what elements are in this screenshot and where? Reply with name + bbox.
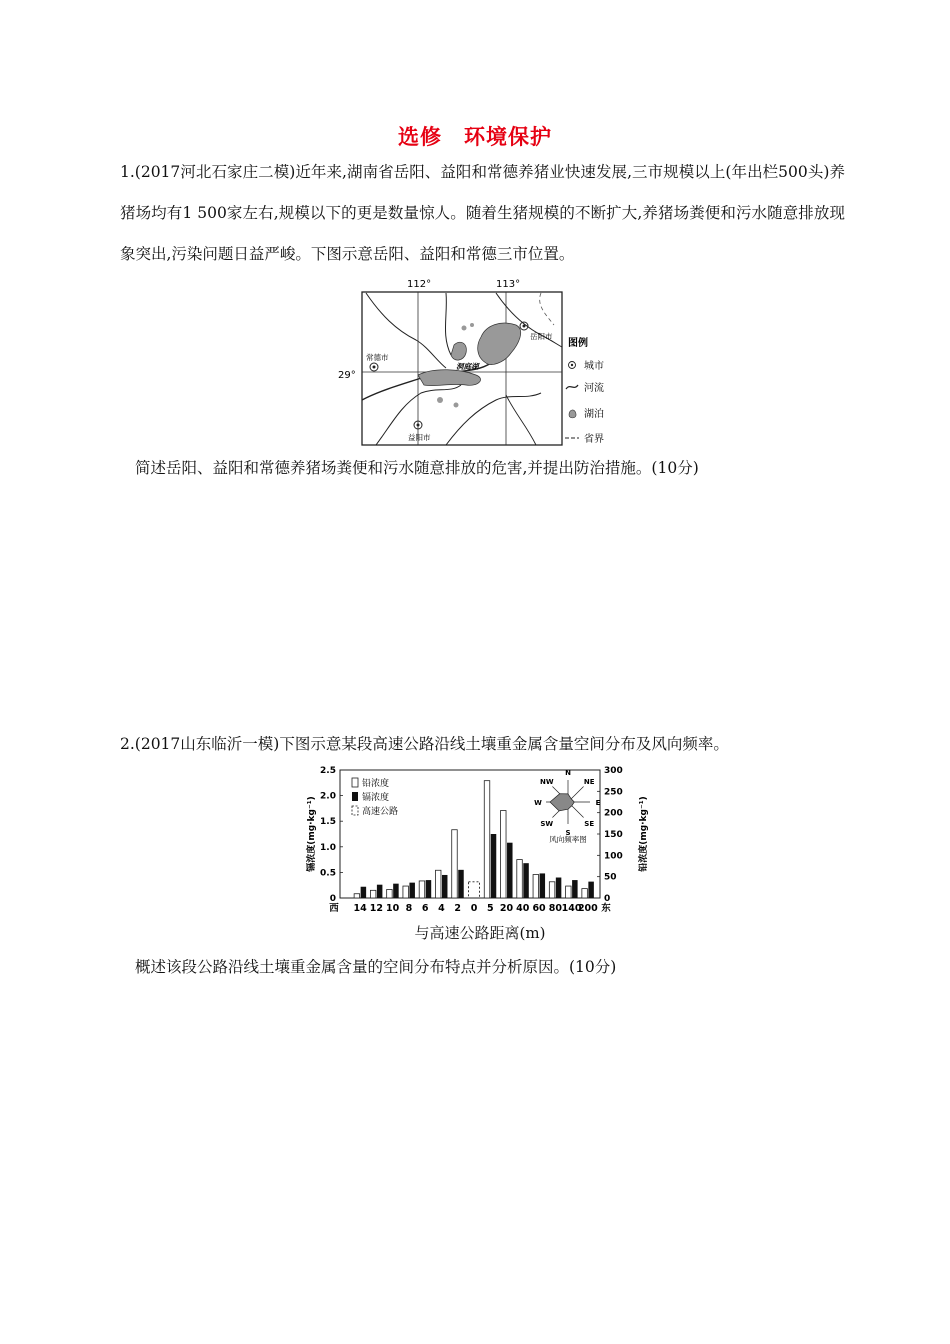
y-right-axis-label: 铅浓度(mg·kg⁻¹) <box>639 796 649 872</box>
chart-x-caption: 与高速公路距离(m) <box>414 924 546 942</box>
bar-cadmium <box>523 863 529 898</box>
question-1-text: 1.(2017河北石家庄二模)近年来,湖南省岳阳、益阳和常德养猪业快速发展,三市规模以上(年出栏500头)养猪场均有1 500家左右,规模以下的更是数量惊人。随着生猪规模的不断扩大,养猪场粪便和污水随意排放现象突出,污染问题日益严峻。下图示意岳阳、益阳和常德三市位置。 <box>120 163 845 263</box>
bar-cadmium <box>426 880 432 898</box>
y-left-axis-label: 镉浓度(mg·kg⁻¹) <box>307 796 317 872</box>
x-tick-label: 2 <box>454 903 462 914</box>
map-figure <box>336 275 626 450</box>
bar-lead <box>435 870 441 898</box>
wind-rose-dir-label: W <box>534 799 542 807</box>
x-tick-label: 60 <box>532 903 546 914</box>
y-left-tick-label: 1.0 <box>320 842 336 853</box>
y-left-tick-label: 2.0 <box>320 791 336 802</box>
map-lon-112: 112° <box>407 279 432 290</box>
x-tick-label: 0 <box>470 903 478 914</box>
bar-lead <box>549 882 555 898</box>
bar-cadmium <box>442 875 448 898</box>
x-end-east: 东 <box>601 903 611 914</box>
question-1-task: 简述岳阳、益阳和常德养猪场粪便和污水随意排放的危害,并提出防治措施。(10分) <box>135 459 699 477</box>
y-right-tick-label: 200 <box>604 808 623 819</box>
map-city-yueyang: 岳阳市 <box>530 332 553 341</box>
legend-highway-label: 高速公路 <box>362 807 399 817</box>
legend-cadmium-label: 镉浓度 <box>362 793 390 803</box>
map-legend-lake: 湖泊 <box>584 409 604 420</box>
bar-lead <box>501 811 507 898</box>
wind-rose-dir-label: S <box>565 829 571 837</box>
map-city-changde: 常德市 <box>366 353 389 362</box>
legend-lead-label: 铅浓度 <box>362 779 390 789</box>
map-legend-river: 河流 <box>584 383 604 394</box>
x-tick-label: 14 <box>353 903 367 914</box>
y-left-tick-label: 1.5 <box>320 817 336 828</box>
wind-rose-dir-label: NW <box>539 777 554 786</box>
map-city-yiyang: 益阳市 <box>408 433 431 442</box>
legend-cadmium-swatch <box>352 792 358 801</box>
y-left-tick-label: 0 <box>329 894 336 904</box>
bar-cadmium <box>588 882 594 898</box>
bar-cadmium <box>540 873 546 898</box>
bar-cadmium <box>361 887 367 898</box>
bar-cadmium <box>377 885 383 898</box>
x-tick-label: 6 <box>421 903 429 914</box>
x-tick-label: 20 <box>499 903 514 914</box>
x-tick-label: 8 <box>405 903 413 914</box>
wind-rose-dir-label: SE <box>584 820 595 829</box>
bar-cadmium <box>507 843 513 898</box>
y-right-tick-label: 100 <box>604 851 623 862</box>
y-right-tick-label: 0 <box>604 894 611 904</box>
bar-lead <box>582 889 588 898</box>
bar-lead <box>566 886 572 898</box>
x-end-west: 西 <box>329 903 339 914</box>
x-tick-label: 5 <box>486 903 494 914</box>
bar-lead <box>387 889 393 898</box>
wind-rose-dir-label: E <box>595 799 601 807</box>
y-left-tick-label: 2.5 <box>320 766 336 776</box>
map-lake-label: 洞庭湖 <box>456 362 479 371</box>
bar-cadmium <box>491 834 497 898</box>
map-legend-border: 省界 <box>584 434 604 445</box>
wind-rose-dir-label: N <box>565 769 571 777</box>
x-tick-label: 10 <box>386 903 400 914</box>
y-right-tick-label: 150 <box>604 830 623 840</box>
bar-chart <box>300 760 660 920</box>
legend-lead-swatch <box>352 778 358 787</box>
bar-lead <box>403 886 409 898</box>
bar-lead <box>452 830 458 898</box>
bar-lead <box>484 781 490 898</box>
map-lon-113: 113° <box>496 279 521 290</box>
legend-highway-swatch <box>352 806 358 815</box>
bar-cadmium <box>393 884 399 898</box>
wind-rose-polygon <box>550 794 574 811</box>
bar-lead <box>419 881 425 898</box>
x-tick-label: 140 <box>561 903 582 914</box>
question-2-text: 2.(2017山东临沂一模)下图示意某段高速公路沿线土壤重金属含量空间分布及风向频率。 <box>120 735 729 753</box>
y-left-tick-label: 0.5 <box>320 868 336 879</box>
x-tick-label: 80 <box>548 903 562 914</box>
map-legend-title: 图例 <box>568 338 588 349</box>
map-legend-city: 城市 <box>584 361 604 372</box>
map-lat-29: 29° <box>338 370 356 381</box>
legend-river-icon <box>566 385 578 389</box>
x-tick-label: 4 <box>438 903 445 914</box>
bar-lead <box>517 860 523 898</box>
y-right-tick-label: 50 <box>604 872 617 883</box>
y-right-tick-label: 250 <box>604 787 623 798</box>
highway-bar <box>469 882 480 898</box>
bar-lead <box>354 894 360 898</box>
x-tick-label: 12 <box>369 903 384 914</box>
bar-lead <box>370 890 376 898</box>
wind-rose-title: 风向频率图 <box>549 835 587 844</box>
page-title: 选修 环境保护 <box>398 125 552 149</box>
y-right-tick-label: 300 <box>604 766 623 776</box>
bar-cadmium <box>458 870 464 898</box>
legend-lake-icon <box>569 410 576 418</box>
x-tick-label: 40 <box>516 903 530 914</box>
wind-rose-dir-label: SW <box>540 820 554 829</box>
question-2-task: 概述该段公路沿线土壤重金属含量的空间分布特点并分析原因。(10分) <box>135 958 617 976</box>
bar-lead <box>533 875 539 898</box>
bar-cadmium <box>409 883 415 898</box>
bar-cadmium <box>556 878 562 898</box>
x-tick-label: 200 <box>577 903 598 914</box>
bar-cadmium <box>572 880 578 898</box>
wind-rose-dir-label: NE <box>583 777 595 786</box>
